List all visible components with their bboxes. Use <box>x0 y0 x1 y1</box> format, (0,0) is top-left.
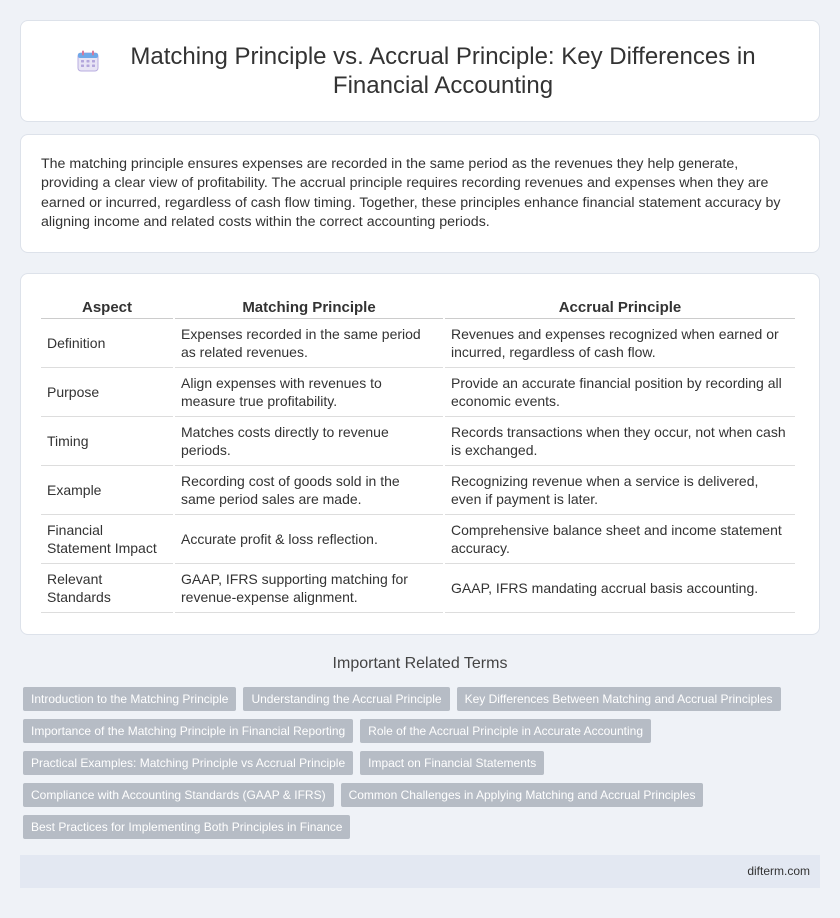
matching-cell: Matches costs directly to revenue periods. <box>175 417 443 466</box>
accrual-cell: Comprehensive balance sheet and income statement accuracy. <box>445 515 795 564</box>
matching-cell: Align expenses with revenues to measure true profitability. <box>175 368 443 417</box>
related-term-link[interactable]: Importance of the Matching Principle in Financial Reporting <box>23 719 353 743</box>
table-row <box>41 417 795 466</box>
header-accrual-principle: Accrual Principle <box>445 294 795 319</box>
matching-cell: Accurate profit & loss reflection. <box>175 515 443 564</box>
comparison-table <box>39 294 797 613</box>
page-title: Matching Principle vs. Accrual Principle: Key Differences in Financial Accounting <box>130 43 756 99</box>
table-row <box>41 564 795 613</box>
comparison-table-card <box>20 273 820 635</box>
aspect-cell: Purpose <box>41 368 173 417</box>
related-term-link[interactable]: Compliance with Accounting Standards (GAAP & IFRS) <box>23 783 334 807</box>
related-terms-heading: Important Related Terms <box>332 655 508 672</box>
table-row <box>41 368 795 417</box>
related-term-link[interactable]: Introduction to the Matching Principle <box>23 687 236 711</box>
matching-cell: GAAP, IFRS supporting matching for revenue-expense alignment. <box>175 564 443 613</box>
related-term-link[interactable]: Practical Examples: Matching Principle vs Accrual Principle <box>23 751 353 775</box>
related-term-link[interactable]: Best Practices for Implementing Both Principles in Finance <box>23 815 350 839</box>
table-row <box>41 466 795 515</box>
header-matching-principle: Matching Principle <box>175 294 443 319</box>
calendar-icon <box>77 50 99 72</box>
footer-site-link[interactable]: difterm.com <box>747 864 810 878</box>
aspect-cell: Financial Statement Impact <box>41 515 173 564</box>
title-wrap <box>27 42 813 100</box>
related-term-link[interactable]: Key Differences Between Matching and Accrual Principles <box>457 687 781 711</box>
related-terms-section <box>20 655 820 847</box>
accrual-cell: Provide an accurate financial position by recording all economic events. <box>445 368 795 417</box>
accrual-cell: Recognizing revenue when a service is delivered, even if payment is later. <box>445 466 795 515</box>
matching-cell: Recording cost of goods sold in the same period sales are made. <box>175 466 443 515</box>
related-term-link[interactable]: Understanding the Accrual Principle <box>243 687 449 711</box>
aspect-cell: Relevant Standards <box>41 564 173 613</box>
accrual-cell: Records transactions when they occur, not when cash is exchanged. <box>445 417 795 466</box>
related-term-link[interactable]: Common Challenges in Applying Matching and Accrual Principles <box>341 783 704 807</box>
footer <box>20 855 820 888</box>
table-row <box>41 515 795 564</box>
related-term-link[interactable]: Role of the Accrual Principle in Accurate Accounting <box>360 719 651 743</box>
related-terms-tags <box>20 687 820 847</box>
intro-text: The matching principle ensures expenses are recorded in the same period as the revenues they help generate, providing a clear view of profitability. The accrual principle requires recording revenues and expenses when they are earned or incurred, regardless of cash flow timing. Together, these principles enhance financial statement accuracy by aligning income and related costs within the correct accounting periods. <box>41 156 781 230</box>
aspect-cell: Timing <box>41 417 173 466</box>
intro-card <box>20 134 820 253</box>
aspect-cell: Example <box>41 466 173 515</box>
table-header-row <box>41 294 795 319</box>
accrual-cell: Revenues and expenses recognized when earned or incurred, regardless of cash flow. <box>445 319 795 368</box>
title-card <box>20 20 820 122</box>
related-term-link[interactable]: Impact on Financial Statements <box>360 751 544 775</box>
matching-cell: Expenses recorded in the same period as related revenues. <box>175 319 443 368</box>
header-aspect: Aspect <box>41 294 173 319</box>
accrual-cell: GAAP, IFRS mandating accrual basis accounting. <box>445 564 795 613</box>
table-row <box>41 319 795 368</box>
aspect-cell: Definition <box>41 319 173 368</box>
